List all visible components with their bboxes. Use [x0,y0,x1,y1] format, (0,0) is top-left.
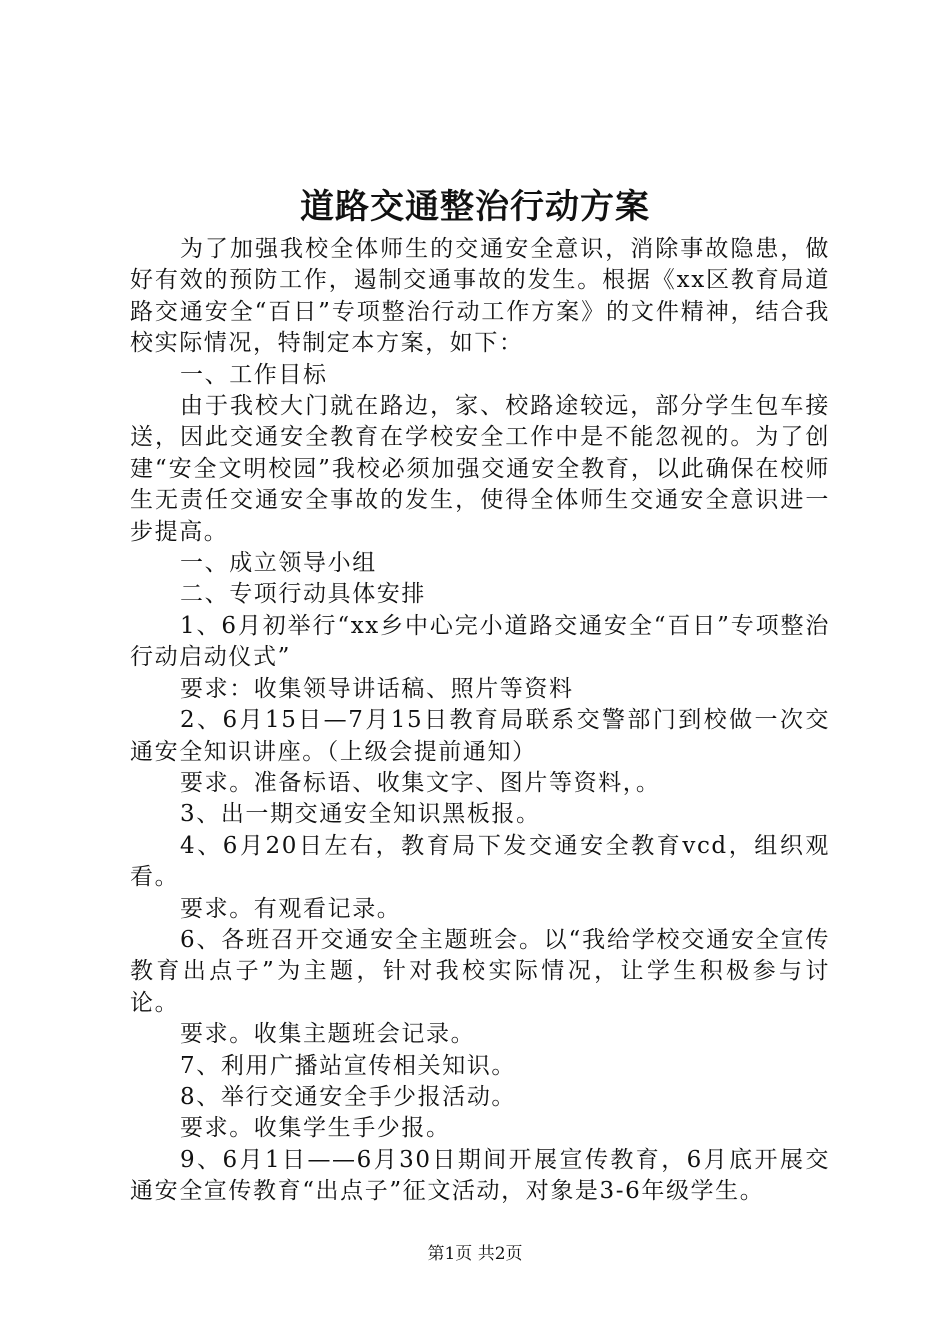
paragraph-item-1: 1、6月初举行“xx乡中心完小道路交通安全“百日”专项整治行动启动仪式” [130,612,830,671]
paragraph-item-7: 7、利用广播站宣传相关知识。 [180,1052,517,1079]
paragraph-intro: 为了加强我校全体师生的交通安全意识，消除事故隐患，做好有效的预防工作，遏制交通事故的发生。根据《xx区教育局道路交通安全“百日”专项整治行动工作方案》的文件精神，结合我校实际情况，特制定本方案，如下： [130,236,830,357]
paragraph-item-2: 2、6月15日—7月15日教育局联系交警部门到校做一次交通安全知识讲座。（上级会提前通知） [130,707,830,765]
paragraph-item-3: 3、出一期交通安全知识黑板报。 [180,801,541,828]
document-title: 道路交通整治行动方案 [300,187,650,227]
paragraph-goal: 由于我校大门就在路边，家、校路途较远，部分学生包车接送，因此交通安全教育在学校安全工作中是不能忽视的。为了创建“安全文明校园”我校必须加强交通安全教育，以此确保在校师生无责任交通安全事故的发生，使得全体师生交通安全意识进一步提高。 [130,393,830,545]
paragraph-requirement-1: 要求：收集领导讲话稿、照片等资料 [180,675,574,702]
paragraph-item-8: 8、举行交通安全手少报活动。 [180,1083,517,1110]
document-body [130,234,830,1208]
paragraph-requirement-2: 要求。准备标语、收集文字、图片等资料，。 [180,769,661,796]
paragraph-requirement-6: 要求。收集主题班会记录。 [180,1021,476,1048]
heading-specific-arrangements: 二、专项行动具体安排 [180,581,426,608]
page-number-footer: 第1页 共2页 [427,1244,523,1264]
paragraph-item-4: 4、6月20日左右，教育局下发交通安全教育vcd，组织观看。 [130,832,830,891]
paragraph-item-6: 6、各班召开交通安全主题班会。以“我给学校交通安全宣传教育出点子”为主题，针对我校实际情况，让学生积极参与讨论。 [130,926,830,1016]
heading-leadership-group: 一、成立领导小组 [180,550,377,577]
paragraph-requirement-4: 要求。有观看记录。 [180,895,402,922]
heading-work-goal: 一、工作目标 [180,361,328,388]
paragraph-requirement-8: 要求。收集学生手少报。 [180,1115,451,1142]
paragraph-item-9: 9、6月1日——6月30日期间开展宣传教育，6月底开展交通安全宣传教育“出点子”征文活动，对象是3-6年级学生。 [130,1146,830,1205]
